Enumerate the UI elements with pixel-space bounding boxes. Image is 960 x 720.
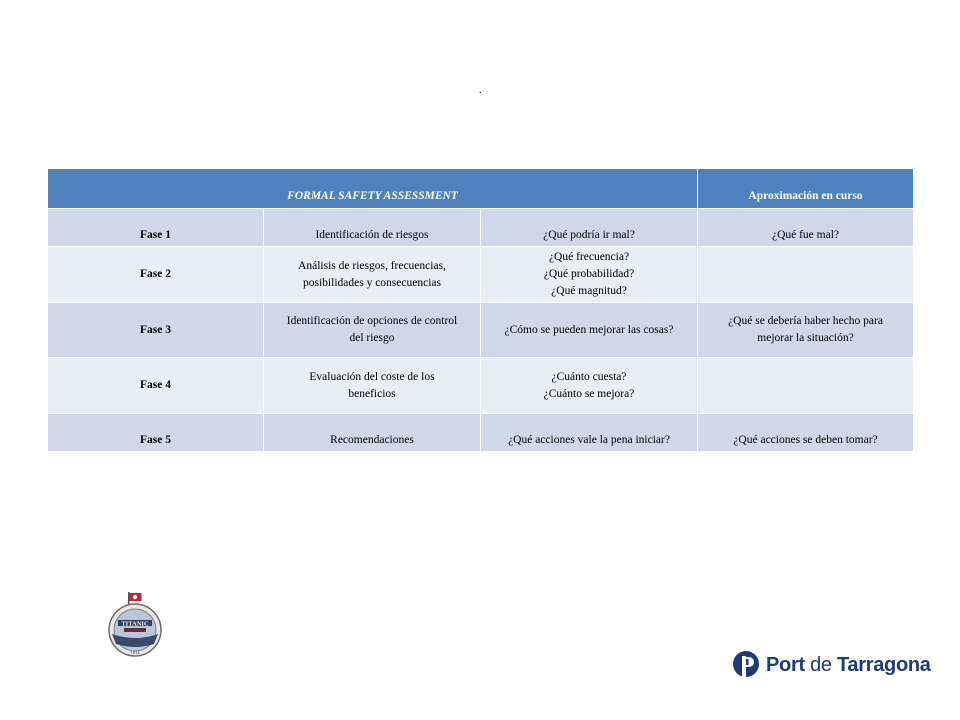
table-header-row bbox=[48, 169, 914, 209]
table-row bbox=[48, 247, 914, 303]
fsa-table bbox=[47, 168, 914, 452]
table-row bbox=[48, 209, 914, 247]
titanic-year: 1912 bbox=[130, 650, 140, 655]
task-cell: Identificación de riesgos bbox=[264, 209, 481, 247]
fsa-title: FORMAL SAFETY ASSESSMENT bbox=[48, 169, 698, 209]
port-logo-icon bbox=[731, 648, 761, 682]
titanic-wordmark: TITANIC bbox=[121, 620, 149, 628]
current-approach-header: Aproximación en curso bbox=[698, 169, 914, 209]
current-cell bbox=[698, 358, 914, 414]
phase-cell: Fase 2 bbox=[48, 247, 264, 303]
table-row bbox=[48, 414, 914, 452]
phase-cell: Fase 5 bbox=[48, 414, 264, 452]
task-cell: Recomendaciones bbox=[264, 414, 481, 452]
current-cell bbox=[698, 247, 914, 303]
current-cell: ¿Qué fue mal? bbox=[698, 209, 914, 247]
phase-cell: Fase 3 bbox=[48, 303, 264, 358]
task-cell: Evaluación del coste de los beneficios bbox=[264, 358, 481, 414]
task-cell: Análisis de riesgos, frecuencias, posibilidades y consecuencias bbox=[264, 247, 481, 303]
port-logo-text: Port de Tarragona bbox=[766, 654, 931, 676]
phase-cell: Fase 1 bbox=[48, 209, 264, 247]
question-cell: ¿Qué frecuencia? ¿Qué probabilidad? ¿Qué magnitud? bbox=[481, 247, 698, 303]
slide-dot: . bbox=[479, 85, 482, 96]
question-cell: ¿Cuánto cuesta? ¿Cuánto se mejora? bbox=[481, 358, 698, 414]
table-row bbox=[48, 358, 914, 414]
task-cell: Identificación de opciones de control del riesgo bbox=[264, 303, 481, 358]
table-row bbox=[48, 303, 914, 358]
current-cell: ¿Qué se debería haber hecho para mejorar la situación? bbox=[698, 303, 914, 358]
current-cell: ¿Qué acciones se deben tomar? bbox=[698, 414, 914, 452]
question-cell: ¿Qué acciones vale la pena iniciar? bbox=[481, 414, 698, 452]
question-cell: ¿Qué podría ir mal? bbox=[481, 209, 698, 247]
question-cell: ¿Cómo se pueden mejorar las cosas? bbox=[481, 303, 698, 358]
phase-cell: Fase 4 bbox=[48, 358, 264, 414]
titanic-logo bbox=[102, 590, 168, 660]
